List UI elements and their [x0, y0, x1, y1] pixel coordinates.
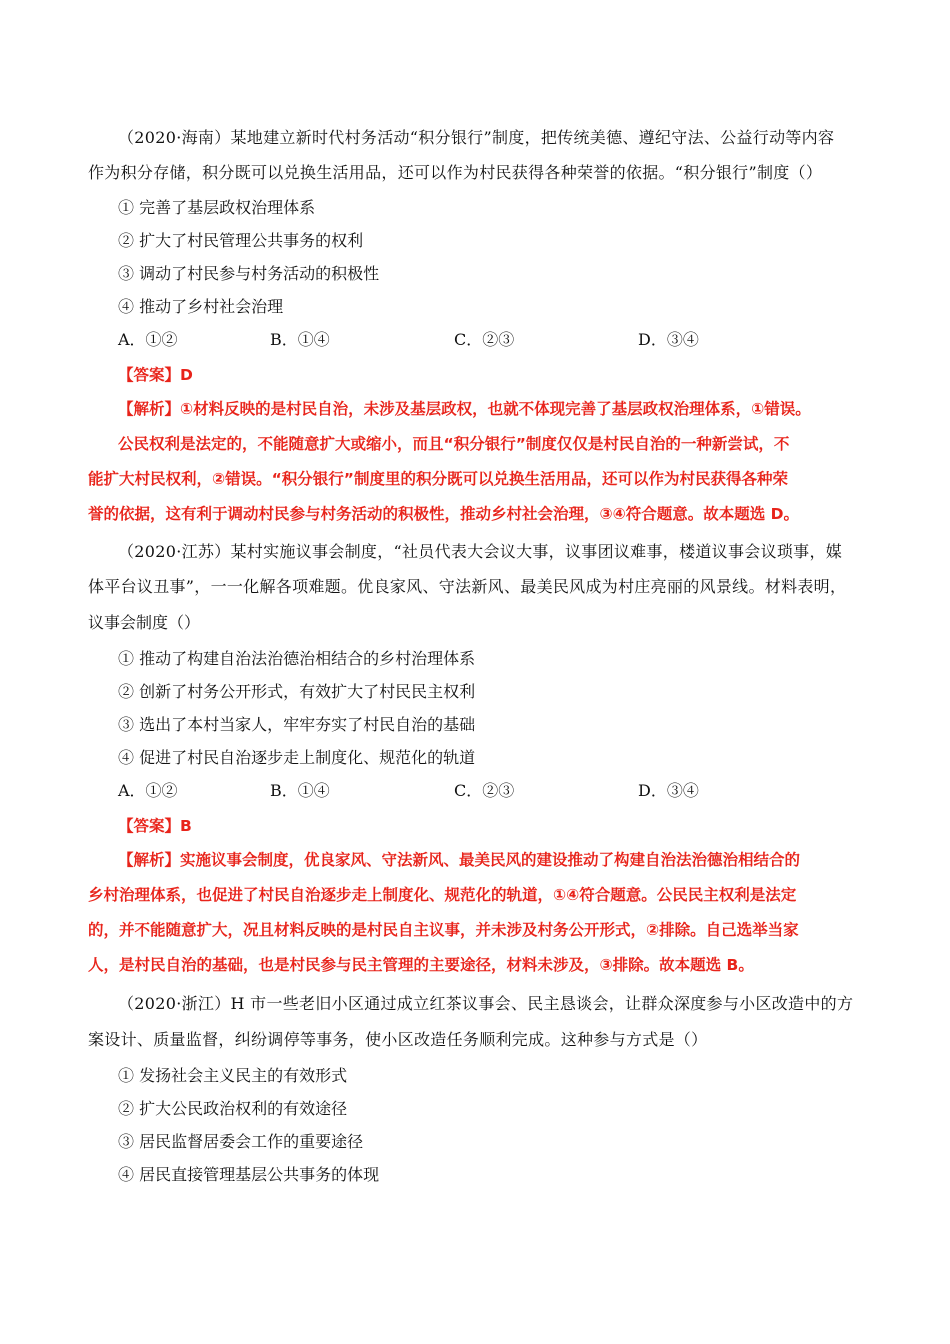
q1-statement-3: ③ 调动了村民参与村务活动的积极性	[118, 264, 380, 283]
q1-answer	[118, 362, 908, 388]
q1-option-c: C．②③	[454, 330, 515, 349]
q1-options	[118, 327, 878, 353]
q2-option-a: A．①②	[118, 781, 178, 800]
q2-analysis-line-3: 的，并不能随意扩大，况且材料反映的是村民自主议事，并未涉及村务公开形式，②排除。自己选举当家	[88, 921, 799, 939]
q1-statement-1: ① 完善了基层政权治理体系	[118, 198, 316, 217]
q2-analysis-label: 【解析】	[118, 851, 181, 869]
q1-answer-value: D	[180, 366, 193, 384]
q2-stem-line-2: 体平台议丑事”，一一化解各项难题。优良家风、守法新风、最美民风成为村庄亮丽的风景线。材料表明，	[88, 577, 847, 596]
q1-option-d: D．③④	[638, 330, 699, 349]
q1-statement-2: ② 扩大了村民管理公共事务的权利	[118, 231, 364, 250]
q2-statement-2: ② 创新了村务公开形式，有效扩大了村民民主权利	[118, 682, 476, 701]
q2-stem-line-1: （2020·江苏）某村实施议事会制度，“社员代表大会议大事，议事团议难事，楼道议事会议琐事，媒	[118, 542, 843, 561]
q1-stem-line-2: 作为积分存储，积分既可以兑换生活用品，还可以作为村民获得各种荣誉的依据。“积分银行”制度（）	[88, 163, 823, 182]
q3-statement-4: ④ 居民直接管理基层公共事务的体现	[118, 1165, 380, 1184]
q2-stem-line-3: 议事会制度（）	[88, 613, 201, 632]
q2-option-c: C．②③	[454, 781, 515, 800]
q1-statement-4: ④ 推动了乡村社会治理	[118, 297, 284, 316]
q1-analysis-line-4: 誉的依据，这有利于调动村民参与村务活动的积极性，推动乡村社会治理，③④符合题意。故本题选 D。	[88, 505, 800, 523]
q3-stem-line-2: 案设计、质量监督，纠纷调停等事务，使小区改造任务顺利完成。这种参与方式是（）	[88, 1030, 708, 1049]
q1-analysis-label: 【解析】	[118, 400, 181, 418]
q2-analysis-line-1	[118, 847, 908, 873]
q2-statement-1: ① 推动了构建自治法治德治相结合的乡村治理体系	[118, 649, 476, 668]
q2-statement-4: ④ 促进了村民自治逐步走上制度化、规范化的轨道	[118, 748, 476, 767]
q2-option-d: D．③④	[638, 781, 699, 800]
q2-answer-label: 【答案】	[118, 817, 181, 835]
q2-answer-value: B	[180, 817, 192, 835]
q1-answer-label: 【答案】	[118, 366, 181, 384]
q3-stem-line-1: （2020·浙江）H 市一些老旧小区通过成立红茶议事会、民主恳谈会，让群众深度参与小区改造中的方	[118, 994, 854, 1013]
q2-option-b: B．①④	[270, 781, 330, 800]
q2-analysis-line-4: 人，是村民自治的基础，也是村民参与民主管理的主要途径，材料未涉及，③排除。故本题选 B。	[88, 956, 754, 974]
q3-statement-3: ③ 居民监督居委会工作的重要途径	[118, 1132, 364, 1151]
q3-statement-1: ① 发扬社会主义民主的有效形式	[118, 1066, 348, 1085]
q2-statement-3: ③ 选出了本村当家人，牢牢夯实了村民自治的基础	[118, 715, 476, 734]
q2-options	[118, 778, 878, 804]
q1-analysis-line-3: 能扩大村民权利，②错误。“积分银行”制度里的积分既可以兑换生活用品，还可以作为村民获得各种荣	[88, 470, 789, 488]
q1-option-a: A．①②	[118, 330, 178, 349]
q1-analysis-line-1	[118, 396, 908, 422]
q1-analysis-line-2: 公民权利是法定的，不能随意扩大或缩小，而且“积分银行”制度仅仅是村民自治的一种新尝试，不	[118, 435, 790, 453]
q1-option-b: B．①④	[270, 330, 330, 349]
q2-answer	[118, 813, 908, 839]
q2-analysis-line-2: 乡村治理体系，也促进了村民自治逐步走上制度化、规范化的轨道，①④符合题意。公民民主权利是法定	[88, 886, 797, 904]
q1-analysis-text-1: ①材料反映的是村民自治，未涉及基层政权，也就不体现完善了基层政权治理体系，①错误。	[180, 400, 811, 418]
q3-statement-2: ② 扩大公民政治权利的有效途径	[118, 1099, 348, 1118]
q1-stem-line-1: （2020·海南）某地建立新时代村务活动“积分银行”制度，把传统美德、遵纪守法、公益行动等内容	[118, 128, 835, 147]
q2-analysis-text-1: 实施议事会制度，优良家风、守法新风、最美民风的建设推动了构建自治法治德治相结合的	[180, 851, 801, 869]
